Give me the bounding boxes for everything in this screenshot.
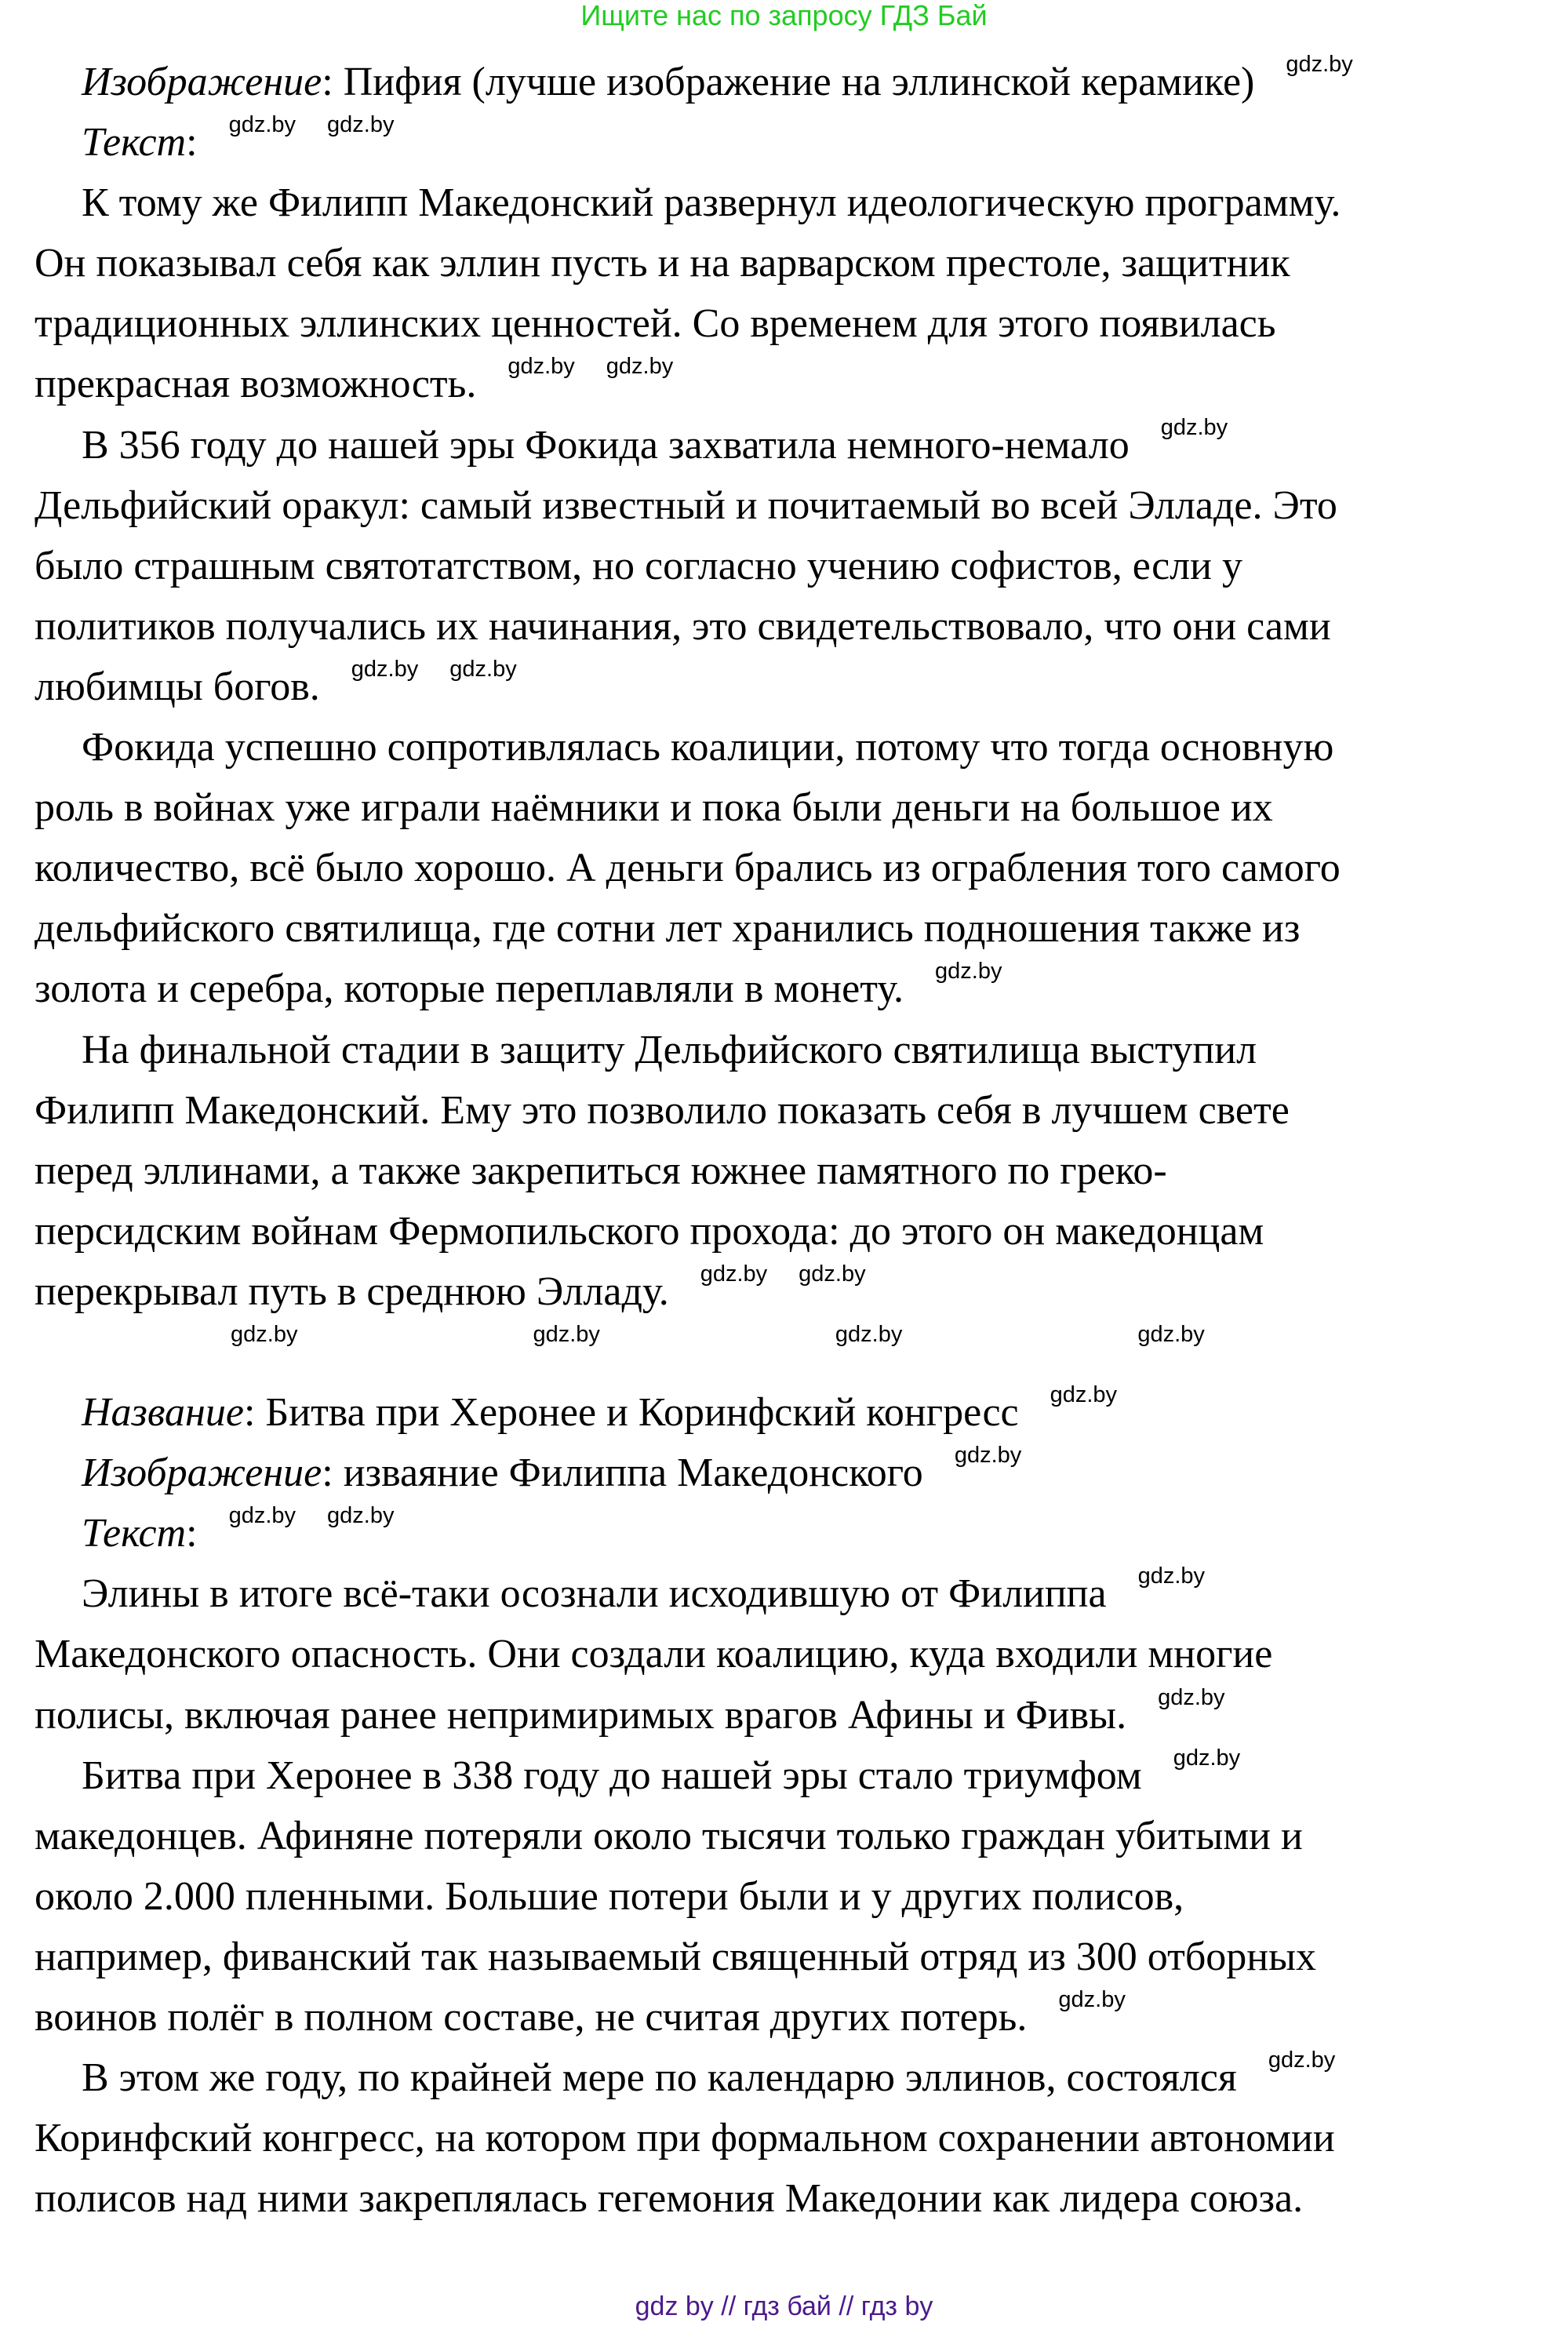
line-text: Он показывал себя как эллин пусть и на варварском престоле, защитник — [35, 241, 1290, 286]
watermark-text: gdz.by — [228, 112, 297, 138]
line-text: : Пифия (лучше изображение на эллинской керамике) — [322, 60, 1255, 104]
text-line — [35, 1806, 1541, 1866]
line-text: прекрасная возможность. — [35, 362, 477, 407]
line-text: Филипп Македонский. Ему это позволило показать себя в лучшем свете — [35, 1087, 1290, 1133]
text-line — [35, 596, 1541, 657]
text-line — [35, 838, 1541, 898]
line-text: например, фиванский так называемый священный отряд из 300 отборных — [35, 1934, 1317, 1979]
field-label: Изображение — [82, 1451, 322, 1496]
watermark-text: gdz.by — [1050, 1382, 1118, 1408]
text-line — [35, 1624, 1541, 1684]
text-line — [35, 1685, 1541, 1745]
field-label: Изображение — [82, 60, 322, 104]
line-text: : изваяние Филиппа Македонского — [322, 1451, 923, 1496]
text-line — [35, 173, 1541, 233]
text-line — [35, 1080, 1541, 1141]
text-line — [35, 1987, 1541, 2048]
watermark-text: gdz.by — [1058, 1987, 1126, 2012]
text-line — [35, 1563, 1541, 1624]
line-text: : Битва при Херонее и Коринфский конгресс — [243, 1390, 1019, 1436]
text-line — [35, 717, 1541, 777]
line-text: К тому же Филипп Македонский развернул идеологическую программу. — [82, 180, 1341, 226]
watermark-text: gdz.by — [508, 354, 575, 380]
watermark-text: gdz.by — [700, 1261, 768, 1287]
watermark-text: gdz.by — [1160, 414, 1228, 440]
line-text: дельфийского святилища, где сотни лет хранились подношения также из — [35, 906, 1301, 952]
watermark-text: gdz.by — [351, 656, 419, 682]
line-text: : — [186, 120, 198, 166]
footer-links: gdz by // гдз бай // гдз by — [635, 2291, 933, 2321]
field-label: Текст — [82, 1511, 187, 1556]
text-line — [35, 1201, 1541, 1261]
watermark-text: gdz.by — [1173, 1745, 1241, 1771]
field-line — [35, 52, 1541, 112]
text-line — [35, 1866, 1541, 1927]
text-line — [35, 1020, 1541, 1080]
document-body — [35, 52, 1541, 2229]
line-text: количество, всё было хорошо. А деньги брались из ограбления того самого — [35, 846, 1341, 891]
field-line — [35, 112, 1541, 173]
text-line — [35, 1745, 1541, 1806]
line-text: Битва при Херонее в 338 году до нашей эры стало триумфом — [82, 1753, 1142, 1798]
line-text: Коринфский конгресс, на котором при формальном сохранении автономии — [35, 2116, 1335, 2161]
watermark-text: gdz.by — [327, 1503, 395, 1529]
line-text: около 2.000 пленными. Большие потери были и у других полисов, — [35, 1873, 1184, 1919]
watermark-text: gdz.by — [1268, 2048, 1336, 2073]
text-line — [35, 657, 1541, 717]
line-text: Дельфийский оракул: самый известный и почитаемый во всей Элладе. Это — [35, 482, 1337, 528]
field-line — [35, 1503, 1541, 1563]
text-line — [35, 2108, 1541, 2168]
text-line — [35, 354, 1541, 414]
line-text: македонцев. Афиняне потеряли около тысячи только граждан убитыми и — [35, 1813, 1303, 1858]
line-text: любимцы богов. — [35, 664, 320, 709]
text-line — [35, 293, 1541, 354]
watermark-text: gdz.by — [1137, 1563, 1206, 1589]
line-text: полисы, включая ранее непримиримых врагов Афины и Фивы. — [35, 1692, 1127, 1738]
watermark-text: gdz.by — [799, 1261, 866, 1287]
line-text: На финальной стадии в защиту Дельфийского святилища выступил — [82, 1027, 1257, 1072]
field-line — [35, 1382, 1541, 1443]
line-text: перекрывал путь в среднюю Элладу. — [35, 1269, 669, 1314]
watermark-text: gdz.by — [228, 1503, 297, 1529]
watermark-text: gdz.by — [1137, 1321, 1205, 1347]
text-line — [35, 2168, 1541, 2229]
line-text: полисов над ними закреплялась гегемония Македонии как лидера союза. — [35, 2176, 1304, 2222]
line-text: было страшным святотатством, но согласно учению софистов, если у — [35, 543, 1242, 588]
text-line — [35, 2048, 1541, 2108]
text-line — [35, 959, 1541, 1019]
text-line — [35, 1322, 1541, 1382]
field-label: Название — [82, 1390, 244, 1436]
text-line — [35, 1261, 1541, 1322]
text-line — [35, 536, 1541, 596]
watermark-text: gdz.by — [935, 959, 1002, 985]
watermark-text: gdz.by — [954, 1443, 1022, 1469]
line-text: воинов полёг в полном составе, не считая других потерь. — [35, 1995, 1028, 2040]
line-text: перед эллинами, а также закрепиться южнее памятного по греко- — [35, 1148, 1167, 1193]
watermark-text: gdz.by — [327, 112, 395, 138]
text-line — [35, 1141, 1541, 1201]
text-line — [35, 1927, 1541, 1987]
watermark-text: gdz.by — [1286, 52, 1353, 77]
line-text: золота и серебра, которые переплавляли в монету. — [35, 966, 904, 1012]
text-line — [35, 475, 1541, 536]
watermark-text: gdz.by — [606, 354, 674, 380]
line-text: Македонского опасность. Они создали коалицию, куда входили многие — [35, 1632, 1273, 1677]
text-line — [35, 777, 1541, 838]
watermark-text: gdz.by — [835, 1321, 903, 1347]
field-label: Текст — [82, 120, 187, 166]
line-text: Фокида успешно сопротивлялась коалиции, потому что тогда основную — [82, 725, 1334, 770]
watermark-text: gdz.by — [1158, 1684, 1225, 1710]
line-text: В этом же году, по крайней мере по календарю эллинов, состоялся — [82, 2055, 1237, 2101]
field-line — [35, 1443, 1541, 1503]
line-text: традиционных эллинских ценностей. Со временем для этого появилась — [35, 301, 1276, 347]
text-line — [35, 415, 1541, 475]
line-text: роль в войнах уже играли наёмники и пока были деньги на большое их — [35, 785, 1273, 831]
watermark-text: gdz.by — [231, 1321, 298, 1347]
text-line — [35, 233, 1541, 293]
line-text: политиков получались их начинания, это свидетельствовало, что они сами — [35, 603, 1331, 649]
line-text: В 356 году до нашей эры Фокида захватила немного-немало — [82, 422, 1130, 468]
line-text: персидским войнам Фермопильского прохода: до этого он македонцам — [35, 1208, 1264, 1254]
search-banner: Ищите нас по запросу ГДЗ Бай — [580, 0, 988, 31]
watermark-text: gdz.by — [449, 656, 517, 682]
watermark-text: gdz.by — [533, 1321, 600, 1347]
text-line — [35, 898, 1541, 959]
line-text: : — [186, 1511, 198, 1556]
line-text: Элины в итоге всё-таки осознали исходившую от Филиппа — [82, 1571, 1107, 1617]
